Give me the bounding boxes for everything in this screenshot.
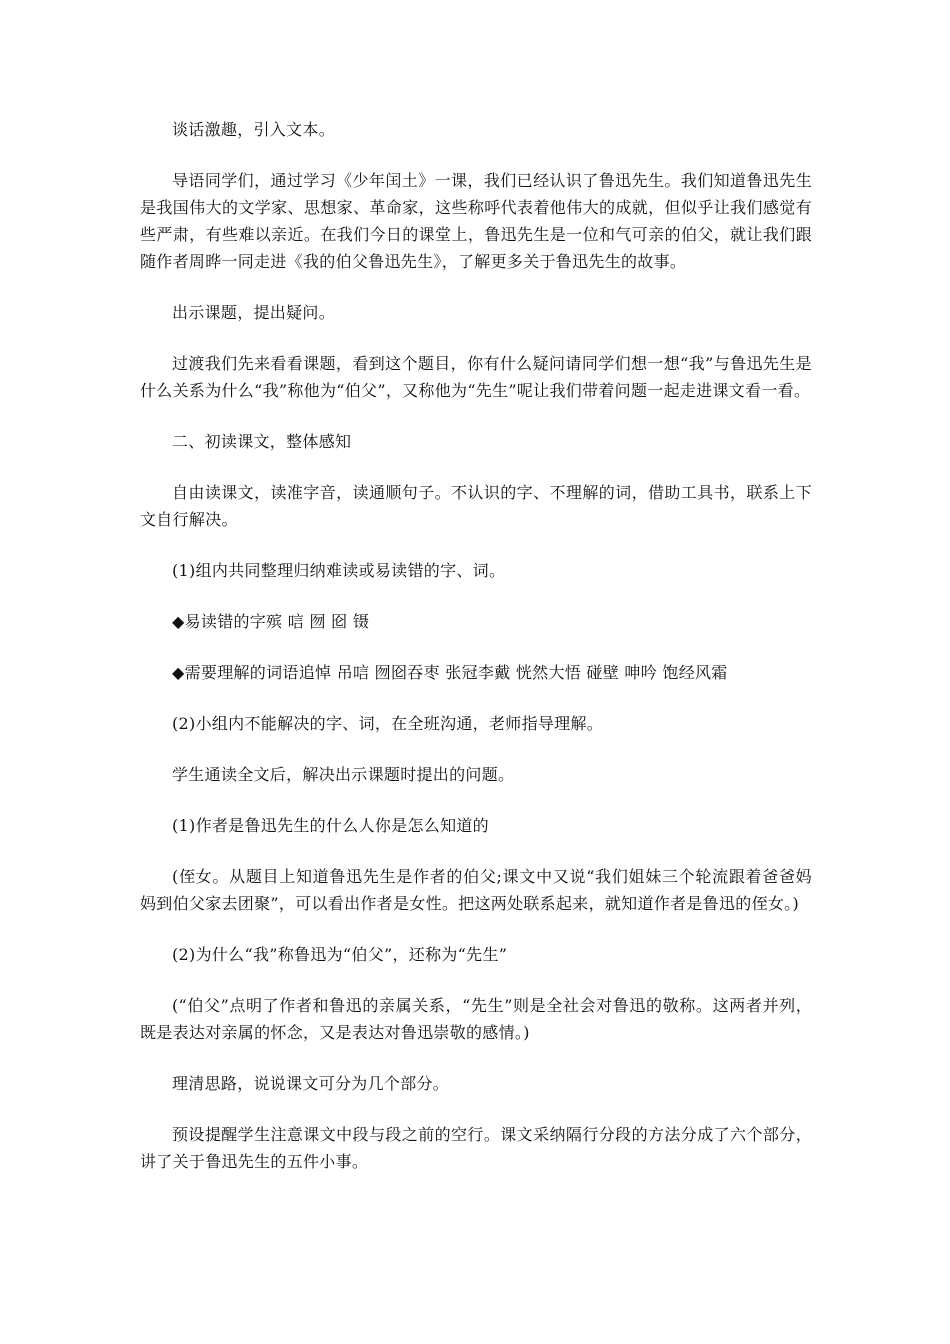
document-body xyxy=(140,116,812,1199)
paragraph-group-task-1: (1)组内共同整理归纳难读或易读错的字、词。 xyxy=(172,561,506,580)
paragraph-answer-1: (侄女。从题目上知道鲁迅先生是作者的伯父;课文中又说“我们姐妹三个轮流跟着爸爸妈妈到伯父家去团聚”，可以看出作者是女性。把这两处联系起来，就知道作者是鲁迅的侄女。) xyxy=(140,867,812,913)
paragraph-question-2: (2)为什么“我”称鲁迅为“伯父”，还称为“先生” xyxy=(172,945,508,964)
paragraph-vocabulary: ◆需要理解的词语追悼 吊唁 囫囵吞枣 张冠李戴 恍然大悟 碰壁 呻吟 饱经风霜 xyxy=(172,663,728,682)
paragraph-question-1: (1)作者是鲁迅先生的什么人你是怎么知道的 xyxy=(172,816,489,835)
paragraph-title-heading: 出示课题，提出疑问。 xyxy=(172,303,336,322)
paragraph-hard-characters: ◆易读错的字殡 唁 囫 囵 镊 xyxy=(172,612,370,631)
paragraph-transition: 过渡我们先来看看课题，看到这个题目，你有什么疑问请同学们想一想“我”与鲁迅先生是什么关系为什么“我”称他为“伯父”，又称他为“先生”呢让我们带着问题一起走进课文看一看。 xyxy=(140,354,812,400)
paragraph-lead-in: 导语同学们，通过学习《少年闰土》一课，我们已经认识了鲁迅先生。我们知道鲁迅先生是我国伟大的文学家、思想家、革命家，这些称呼代表着他伟大的成就，但似乎让我们感觉有些严肃，有些难以亲近。在我们今日的课堂上，鲁迅先生是一位和气可亲的伯父，就让我们跟随作者周晔一同走进《我的伯父鲁迅先生》，了解更多关于鲁迅先生的故事。 xyxy=(140,171,812,271)
paragraph-intro-heading: 谈话激趣，引入文本。 xyxy=(172,120,336,139)
paragraph-after-reading: 学生通读全文后，解决出示课题时提出的问题。 xyxy=(172,765,515,784)
paragraph-answer-2: (“伯父”点明了作者和鲁迅的亲属关系，“先生”则是全社会对鲁迅的敬称。这两者并列，既是表达对亲属的怀念，又是表达对鲁迅崇敬的感情。) xyxy=(140,996,812,1042)
paragraph-section-two-heading: 二、初读课文，整体感知 xyxy=(172,432,352,451)
paragraph-structure-preset: 预设提醒学生注意课文中段与段之前的空行。课文采纳隔行分段的方法分成了六个部分，讲了关于鲁迅先生的五件小事。 xyxy=(140,1125,812,1171)
paragraph-free-reading: 自由读课文，读准字音，读通顺句子。不认识的字、不理解的词，借助工具书，联系上下文自行解决。 xyxy=(140,483,812,529)
paragraph-group-task-2: (2)小组内不能解决的字、词，在全班沟通，老师指导理解。 xyxy=(172,714,604,733)
paragraph-structure-heading: 理清思路，说说课文可分为几个部分。 xyxy=(172,1074,450,1093)
